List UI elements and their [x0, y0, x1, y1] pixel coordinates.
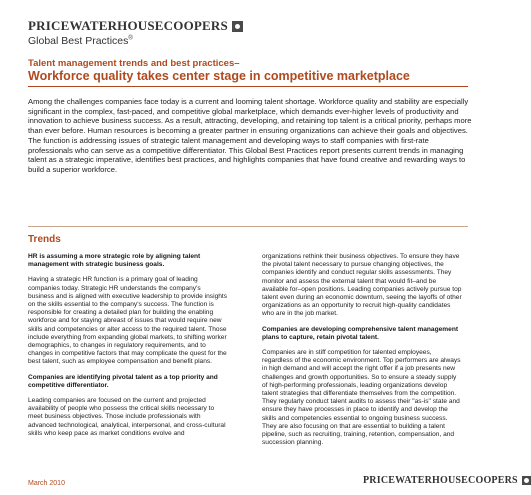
- registered-mark: ®: [128, 35, 133, 42]
- sub-brand-text: Global Best Practices: [28, 35, 129, 47]
- trends-title: Trends: [28, 234, 61, 245]
- trend-heading: Companies are identifying pivotal talent as a top priority and competitive differentiator.: [28, 373, 218, 389]
- footer-logo-icon: [522, 476, 531, 485]
- trend-paragraph: Having a strategic HR function is a primary goal of leading companies today. Strategic HR understands the company's business and is aligned with executive leadership to provide insights on the skills essential to the company's success. The function is responsible for creating a detailed plan for building the enabling workforce and for staying abreast of issues that would require new skills and competencies or alter access to the required talent. Those include everything from expanding global markets, to shifting worker demographics, to changes in regulatory requirements, and to changes in competitive factors that may complicate the quest for the best talent, such as employee compensation and benefit plans.: [28, 276, 228, 366]
- trend-paragraph: organizations rethink their business objectives. To ensure they have the pivotal talent necessary to pursue changing objectives, the companies identify and conduct regular skills assessments. They monitor and assess the external talent that would fit–and be available for–open positions. Leading companies actively pursue top talent even during an economic downturn, seeing the layoffs of other organizations as an opportunity to recruit high-quality candidates who are in the job market.: [262, 253, 462, 318]
- trends-column-right: [262, 253, 462, 454]
- sub-brand: [28, 35, 243, 47]
- footer-brand: [363, 475, 531, 486]
- brand-header: [28, 18, 243, 47]
- brand-row: [28, 18, 243, 34]
- footer-brand-name: PRICEWATERHOUSECOOPERS: [363, 475, 518, 486]
- brand-logo-icon: [232, 21, 243, 32]
- brand-name: PRICEWATERHOUSECOOPERS: [28, 18, 228, 33]
- trends-column-left: [28, 253, 228, 445]
- headline: Workforce quality takes center stage in competitive marketplace: [28, 69, 410, 83]
- kicker: Talent management trends and best practices–: [28, 58, 240, 69]
- footer-date: March 2010: [28, 480, 65, 487]
- trend-paragraph: Leading companies are focused on the current and projected availability of people who possess the critical skills necessary to meet business objectives. Those include professionals with advanced technological, analytical, interpersonal, and cross-cultural skills who keep pace as market conditions evolve and: [28, 397, 226, 437]
- trend-heading: Companies are developing comprehensive talent management plans to capture, retain pivotal talent.: [262, 325, 459, 341]
- divider-mid: [28, 226, 468, 227]
- divider-top: [28, 86, 468, 87]
- trend-paragraph: Companies are in stiff competition for talented employees, regardless of the economic environment. Top performers are always in high demand and will accept the right offer if a job presents new challenges and growth opportunities. So to ensure a steady supply of high-performing professionals, leading organizations develop talent strategies that differentiate themselves from the competition. They regularly conduct talent audits to assess their "as-is" state and ensure they have processes in place to identify and develop the skills and competencies essential to ongoing business success. They are also focusing on that are essential to building a talent pipeline, such as recruiting, training, retention, compensation, and succession planning.: [262, 349, 461, 447]
- trend-heading: HR is assuming a more strategic role by aligning talent management with strategic business goals.: [28, 253, 201, 269]
- intro-paragraph: Among the challenges companies face today is a current and looming talent shortage. Workforce quality and stability are especially significant in the complex, fast-paced, and competitive global marketplace, which demands ever-higher levels of productivity and innovation to achieve business success. As a result, attracting, developing, and retaining top talent is a critical priority, perhaps more than ever before. Human resources is becoming a greater partner in ensuring organizations can achieve their goals and objectives. The function is addressing issues of strategic talent management and developing ways to staff companies with first-rate professionals who can serve as a competitive differentiator. This Global Best Practices report presents current trends in managing talent as a strategic imperative, identifies best practices, and highlights companies that have found creative and rewarding ways to build a superior workforce.: [28, 97, 472, 174]
